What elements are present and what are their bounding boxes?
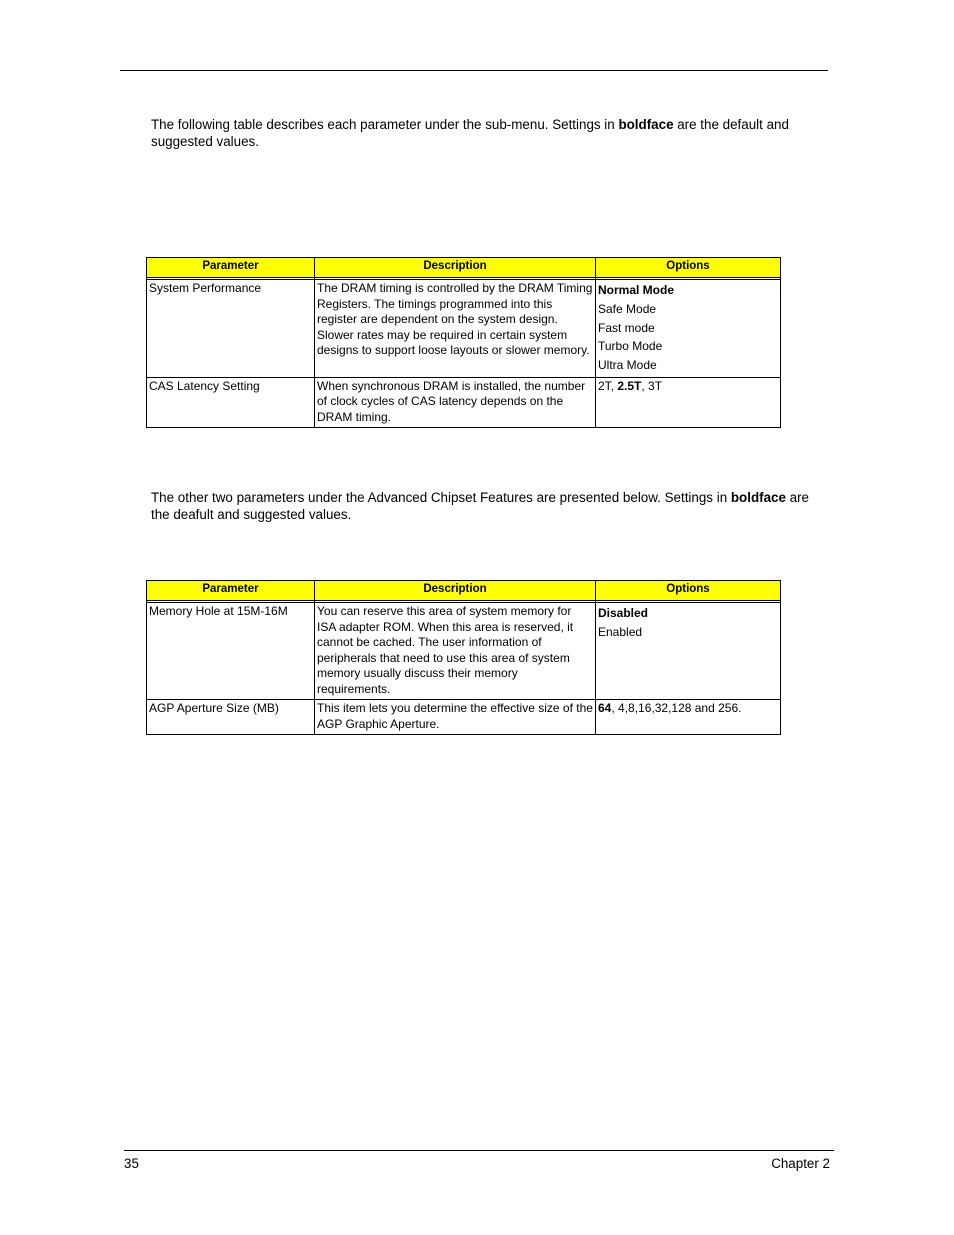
intro-text-end: are the default and suggested values. — [151, 117, 789, 149]
option-default: Normal Mode — [598, 283, 675, 297]
options-cell — [596, 378, 781, 429]
option-item: Fast mode — [598, 320, 655, 335]
option-item: Turbo Mode — [598, 339, 663, 354]
option-item: Enabled — [598, 624, 643, 639]
page-number: 35 — [124, 1156, 139, 1171]
option-item: Safe Mode — [598, 301, 657, 316]
middle-paragraph — [151, 489, 831, 523]
options-cell — [596, 603, 781, 700]
middle-bold-word: boldface — [730, 490, 786, 505]
column-header-description: Description — [315, 257, 596, 278]
intro-paragraph — [151, 116, 831, 150]
parameters-table-2 — [146, 580, 781, 735]
parameter-cell: Memory Hole at 15M-16M — [146, 603, 315, 700]
description-cell: The DRAM timing is controlled by the DRAM Timing Registers. The timings programmed into this register are dependent on the system design. Slower rates may be required in certain system designs to support loose layouts or slower memory. — [315, 280, 596, 378]
option-default: 2.5T — [617, 378, 642, 393]
option-text: , 4,8,16,32,128 and 256. — [611, 701, 742, 715]
options-cell — [596, 280, 781, 378]
option-text: 2T, — [598, 378, 618, 393]
table-row — [146, 280, 781, 378]
middle-text: The other two parameters under the Advanced Chipset Features are presented below. Settings in — [151, 490, 731, 505]
option-default: 64 — [598, 701, 612, 715]
description-cell: When synchronous DRAM is installed, the number of clock cycles of CAS latency depends on the DRAM timing. — [315, 378, 596, 429]
parameter-cell: System Performance — [146, 280, 315, 378]
options-cell — [596, 700, 781, 735]
parameter-cell: AGP Aperture Size (MB) — [146, 700, 315, 735]
table-row — [146, 700, 781, 735]
footer-rule — [124, 1150, 834, 1151]
column-header-parameter: Parameter — [146, 580, 315, 601]
intro-bold-word: boldface — [618, 117, 674, 132]
description-cell: You can reserve this area of system memory for ISA adapter ROM. When this area is reserved, it cannot be cached. The user information of peripherals that need to use this area of system memory usually discuss their memory requirements. — [315, 603, 596, 700]
column-header-description: Description — [315, 580, 596, 601]
option-text: , 3T — [641, 378, 663, 393]
intro-text: The following table describes each parameter under the sub-menu. Settings in — [151, 117, 619, 132]
column-header-options: Options — [596, 257, 781, 278]
table-row — [146, 603, 781, 700]
table-row — [146, 378, 781, 429]
description-cell: This item lets you determine the effective size of the AGP Graphic Aperture. — [315, 700, 596, 735]
chapter-label: Chapter 2 — [771, 1156, 830, 1171]
option-default: Disabled — [598, 606, 649, 620]
parameters-table-1 — [146, 257, 781, 428]
header-rule — [120, 70, 828, 71]
middle-text-end: are the deafult and suggested values. — [151, 490, 809, 522]
column-header-parameter: Parameter — [146, 257, 315, 278]
column-header-options: Options — [596, 580, 781, 601]
parameter-cell: CAS Latency Setting — [146, 378, 315, 429]
option-item: Ultra Mode — [598, 358, 657, 373]
